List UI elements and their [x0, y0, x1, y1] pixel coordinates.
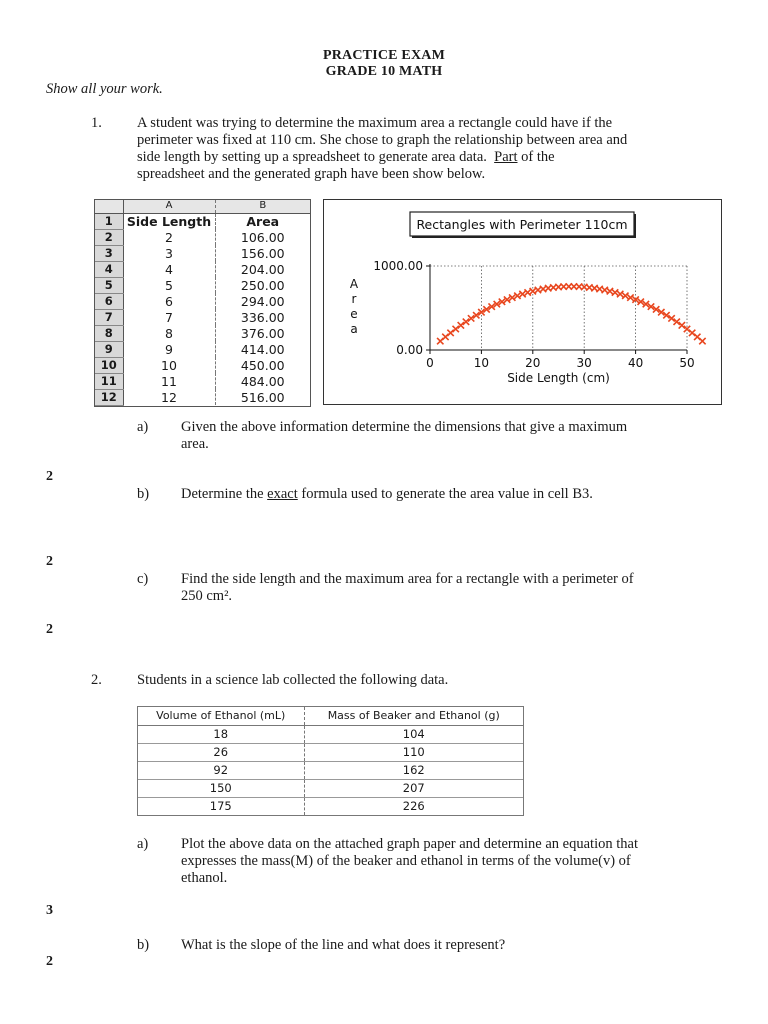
volume-cell: 150 — [138, 779, 304, 797]
q1b-label: b) — [137, 486, 150, 502]
x-axis-label: Side Length (cm) — [507, 371, 610, 385]
cell-side-length: 8 — [123, 325, 215, 341]
column-a-header: A — [123, 200, 215, 213]
y-axis-label-letter: r — [351, 292, 357, 306]
mass-cell: 226 — [402, 799, 425, 814]
spreadsheet-row — [95, 277, 310, 293]
q1a-text — [181, 419, 741, 453]
ethanol-table — [138, 707, 523, 815]
cell-side-length: 11 — [123, 373, 215, 389]
q2a-text — [181, 836, 741, 887]
data-point-marker — [679, 322, 685, 328]
exam-title: PRACTICE EXAM — [323, 48, 445, 63]
x-tick-label: 20 — [525, 356, 541, 370]
data-point-marker — [612, 289, 618, 295]
x-tick-label: 10 — [473, 356, 490, 370]
area-chart — [324, 200, 721, 404]
row-number: 9 — [95, 341, 123, 357]
corner-cell — [95, 200, 123, 213]
cell-area: 156.00 — [240, 245, 285, 261]
spreadsheet-row — [95, 357, 310, 373]
spreadsheet-row — [95, 293, 310, 309]
data-point-marker — [453, 326, 459, 332]
data-point-marker — [699, 338, 705, 344]
data-point-marker — [607, 288, 613, 294]
q1-line3-end: of the — [517, 149, 555, 165]
data-point-marker — [519, 291, 525, 297]
q1-line2: perimeter was fixed at 110 cm. She chose to graph the relationship between area and — [137, 132, 628, 148]
table-header-row — [138, 707, 523, 725]
cell-area: 336.00 — [240, 309, 285, 325]
table-row — [138, 743, 523, 761]
chart-points — [437, 283, 706, 344]
q1a-line2: area. — [181, 436, 209, 452]
table-row — [138, 725, 523, 743]
spreadsheet-row — [95, 341, 310, 357]
q1b-text-pre: Determine the — [181, 486, 268, 502]
cell-side-length: 12 — [123, 389, 215, 405]
data-point-marker — [524, 289, 530, 295]
q2-text: Students in a science lab collected the following data. — [137, 672, 449, 688]
q1b-text-post: formula used to generate the area value in cell B3. — [297, 486, 593, 502]
spreadsheet-row — [95, 325, 310, 341]
cell-side-length: 9 — [123, 341, 215, 357]
exam-subtitle: GRADE 10 MATH — [325, 64, 443, 79]
y-axis-label-letter: A — [349, 277, 359, 291]
row-number: 6 — [95, 293, 123, 309]
cell-side-length-header: Side Length — [123, 213, 215, 229]
row-number: 2 — [95, 229, 123, 245]
x-tick-label: 30 — [576, 356, 592, 370]
q1c-marks: 2 — [46, 622, 53, 637]
cell-area: 250.00 — [240, 277, 285, 293]
q1c-label: c) — [137, 571, 149, 587]
volume-column-header: Volume of Ethanol (mL) — [138, 707, 304, 725]
table-row — [138, 761, 523, 779]
q1b-marks: 2 — [46, 554, 53, 569]
mass-cell: 110 — [304, 743, 523, 761]
table-row — [138, 797, 523, 815]
x-tick-label: 50 — [679, 356, 695, 370]
cell-area: 106.00 — [240, 229, 285, 245]
cell-side-length: 10 — [123, 357, 215, 373]
y-tick-label: 0.00 — [396, 343, 423, 357]
mass-cell: 207 — [304, 779, 523, 797]
row-number: 5 — [95, 277, 123, 293]
q2b-marks: 2 — [46, 954, 53, 969]
spreadsheet-row — [95, 261, 310, 277]
cell-area: 450.00 — [240, 357, 285, 373]
row-number: 1 — [95, 213, 123, 229]
cell-side-length: 5 — [123, 277, 215, 293]
cell-side-length: 3 — [123, 245, 215, 261]
cell-area-header: Area — [246, 213, 280, 229]
spreadsheet-row — [95, 213, 310, 229]
cell-area: 376.00 — [240, 325, 285, 341]
cell-side-length: 7 — [123, 309, 215, 325]
row-number: 10 — [95, 357, 123, 373]
volume-cell: 175 — [138, 797, 304, 815]
row-number: 3 — [95, 245, 123, 261]
row-number: 11 — [95, 373, 123, 389]
chart-frame — [323, 199, 722, 405]
q2b-text: What is the slope of the line and what does it represent? — [181, 937, 506, 953]
cell-area: 294.00 — [240, 293, 285, 309]
chart-title: Rectangles with Perimeter 110cm — [416, 217, 628, 232]
cell-side-length: 4 — [123, 261, 215, 277]
cell-area: 516.00 — [240, 389, 285, 405]
x-tick-label: 0 — [426, 356, 434, 370]
data-point-marker — [458, 322, 464, 328]
q1c-line1: Find the side length and the maximum area for a rectangle with a perimeter of — [181, 571, 634, 587]
spreadsheet-row — [95, 373, 310, 389]
ethanol-data-table — [137, 706, 524, 816]
q1c-text — [181, 571, 741, 605]
volume-cell: 18 — [138, 725, 304, 743]
cell-area: 204.00 — [240, 261, 285, 277]
row-number: 4 — [95, 261, 123, 277]
volume-cell: 92 — [138, 761, 304, 779]
cell-area: 414.00 — [240, 341, 285, 357]
q1-line1: A student was trying to determine the maximum area a rectangle could have if the — [137, 115, 613, 131]
spreadsheet-row — [95, 389, 310, 405]
spreadsheet-table — [95, 200, 310, 406]
spreadsheet-row — [95, 229, 310, 245]
q2a-label: a) — [137, 836, 149, 852]
data-point-marker — [617, 291, 623, 297]
q1-line3-start: side length by setting up a spreadsheet to generate area data. — [137, 149, 487, 165]
cell-area: 484.00 — [240, 373, 285, 389]
row-number: 12 — [95, 389, 123, 405]
q2b-label: b) — [137, 937, 150, 953]
y-axis-label-letter: a — [350, 322, 358, 336]
q1c-line2: 250 cm². — [181, 588, 233, 604]
spreadsheet-row — [95, 245, 310, 261]
spreadsheet-column-header-row — [95, 200, 310, 213]
y-tick-label: 1000.00 — [373, 259, 423, 273]
q2-number: 2. — [91, 672, 102, 688]
spreadsheet-row — [95, 309, 310, 325]
y-axis-label-letter: e — [350, 307, 358, 321]
table-row — [138, 779, 523, 797]
q1-number: 1. — [91, 115, 102, 131]
q1-text — [137, 115, 737, 183]
mass-cell: 162 — [304, 761, 523, 779]
row-number: 8 — [95, 325, 123, 341]
spreadsheet — [94, 199, 311, 407]
q1a-marks: 2 — [46, 469, 53, 484]
q2a-line1: Plot the above data on the attached graph paper and determine an equation that — [181, 836, 638, 852]
data-point-marker — [447, 330, 453, 336]
q1a-line1: Given the above information determine the dimensions that give a maximum — [181, 419, 628, 435]
chart-grid — [430, 266, 687, 350]
q1-part-word: Part — [494, 149, 518, 165]
q1b-text — [181, 486, 741, 503]
mass-cell: 104 — [304, 725, 523, 743]
instruction-text: Show all your work. — [46, 81, 163, 97]
q2a-marks: 3 — [46, 903, 53, 918]
q2a-line3: ethanol. — [181, 870, 228, 886]
x-tick-label: 40 — [627, 356, 644, 370]
cell-side-length: 2 — [123, 229, 215, 245]
volume-cell: 26 — [138, 743, 304, 761]
q1a-label: a) — [137, 419, 149, 435]
row-number: 7 — [95, 309, 123, 325]
column-b-header: B — [215, 200, 310, 213]
q2a-line2: expresses the mass(M) of the beaker and ethanol in terms of the volume(v) of — [181, 853, 631, 869]
q1-line3 — [137, 149, 737, 166]
q1-line4: spreadsheet and the generated graph have been show below. — [137, 166, 486, 182]
cell-side-length: 6 — [123, 293, 215, 309]
mass-column-header: Mass of Beaker and Ethanol (g) — [304, 707, 523, 725]
q1b-exact-word: exact — [267, 486, 298, 502]
